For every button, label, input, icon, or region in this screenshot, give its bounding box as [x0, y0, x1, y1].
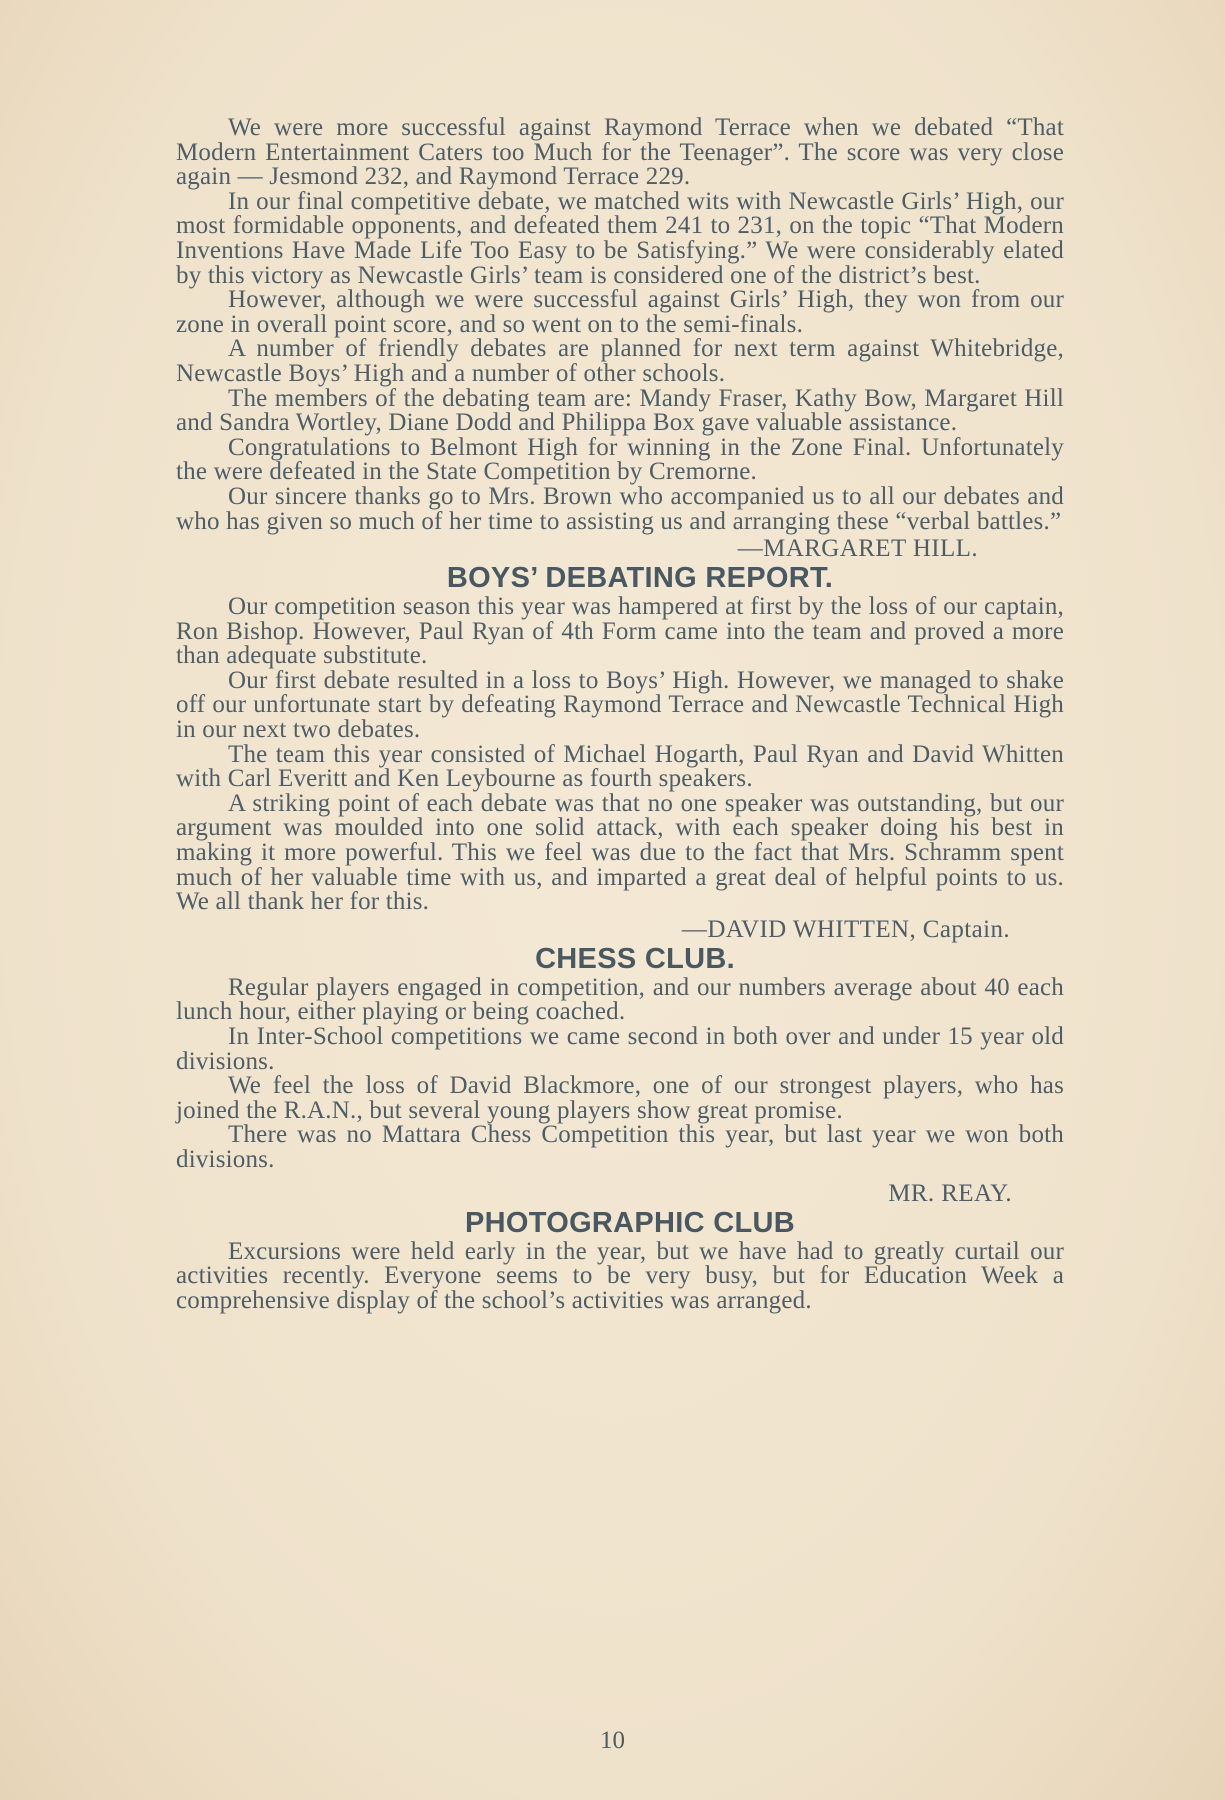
paragraph: Regular players engaged in competition, and our numbers average about 40 each lunch hour, either playing or being coached.: [176, 973, 1064, 1026]
page-number: 10: [600, 1727, 625, 1754]
paragraph: Our sincere thanks go to Mrs. Brown who accompanied us to all our debates and who has given so much of her time to assisting us and arranging these “verbal battles.”: [176, 482, 1064, 535]
chess-club-section: [176, 943, 1064, 1207]
author-signature: —DAVID WHITTEN, Captain.: [681, 915, 1010, 943]
paragraph: Our competition season this year was hampered at first by the loss of our captain, Ron Bishop. However, Paul Ryan of 4th Form came into the team and proved a more than adequate substitute.: [176, 593, 1064, 670]
author-signature: —MARGARET HILL.: [737, 535, 978, 563]
paragraph: In Inter-School competitions we came second in both over and under 15 year old divisions.: [176, 1023, 1064, 1075]
photographic-club-section: [176, 1207, 1064, 1314]
text-column: [176, 116, 1064, 1313]
girls-debating-section: [176, 116, 1064, 562]
paragraph: Excursions were held early in the year, but we have had to greatly curtail our activities recently. Everyone seems to be very busy, but for Education Week a comprehensive display of the school’s activities was arranged.: [176, 1237, 1064, 1314]
paragraph: The members of the debating team are: Mandy Fraser, Kathy Bow, Margaret Hill and Sandra Wortley, Diane Dodd and Philippa Box gave valuable assistance.: [176, 384, 1064, 437]
author-signature: MR. REAY.: [888, 1179, 1012, 1207]
paragraph: Our first debate resulted in a loss to Boys’ High. However, we managed to shake off our unfortunate start by defeating Raymond Terrace and Newcastle Technical High in our next two debates.: [176, 666, 1064, 744]
paragraph: In our final competitive debate, we matched wits with Newcastle Girls’ High, our most formidable opponents, and defeated them 241 to 231, on the topic “That Modern Inventions Have Made Life Too Easy to be Satisfying.” We were considerably elated by this victory as Newcastle Girls’ team is considered one of the district’s best.: [176, 187, 1064, 289]
boys-debating-section: [176, 562, 1064, 943]
section-heading: BOYS’ DEBATING REPORT.: [446, 562, 834, 595]
paragraph: Congratulations to Belmont High for winning in the Zone Final. Unfortunately the were defeated in the State Competition by Cremorne.: [176, 433, 1064, 486]
section-heading: CHESS CLUB.: [535, 942, 735, 975]
section-heading: PHOTOGRAPHIC CLUB: [464, 1206, 796, 1239]
paragraph: There was no Mattara Chess Competition this year, but last year we won both divisions.: [176, 1121, 1064, 1173]
paragraph: However, although we were successful against Girls’ High, they won from our zone in overall point score, and so went on to the semi-finals.: [176, 286, 1064, 338]
paragraph: We were more successful against Raymond Terrace when we debated “That Modern Entertainment Caters too Much for the Teenager”. The score was very close again — Jesmond 232, and Raymond Terrace 229.: [176, 114, 1064, 191]
paragraph: A striking point of each debate was that no one speaker was outstanding, but our argument was moulded into one solid attack, with each speaker doing his best in making it more powerful. This we feel was due to the fact that Mrs. Schramm spent much of her valuable time with us, and imparted a great deal of helpful points to us. We all thank her for this.: [176, 789, 1064, 916]
paragraph: The team this year consisted of Michael Hogarth, Paul Ryan and David Whitten with Carl Everitt and Ken Leybourne as fourth speakers.: [176, 740, 1064, 793]
paragraph: We feel the loss of David Blackmore, one of our strongest players, who has joined the R.A.N., but several young players show great promise.: [176, 1072, 1064, 1124]
paragraph: A number of friendly debates are planned for next term against Whitebridge, Newcastle Boys’ High and a number of other schools.: [176, 335, 1064, 387]
